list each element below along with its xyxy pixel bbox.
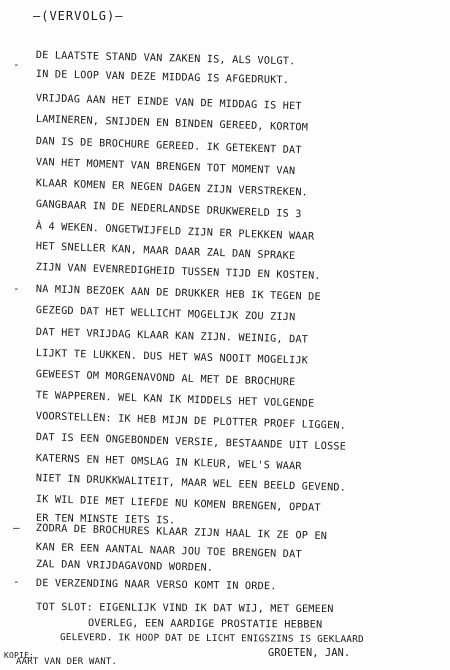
letter-line: KATERNS EN HET OMSLAG IN KLEUR, WEL'S WAAR	[35, 453, 302, 473]
letter-line: DAT HET VRIJDAG KLAAR KAN ZIJN. WEINIG, DAT	[35, 327, 309, 346]
letter-line: GANGBAAR IN DE NEDERLANDSE DRUKWERELD IS 3	[35, 199, 302, 221]
bullet-dash: -	[13, 575, 20, 588]
letter-line: GELEVERD. IK HOOP DAT DE LICHT ENIGSZINS IS GEKLAARD	[59, 632, 364, 646]
letter-line: OVERLEG, EEN AARDIGE PROSTATIE HEBBEN	[87, 618, 323, 631]
letter-line: KLAAR KOMEN ER NEGEN DAGEN ZIJN VERSTREKEN.	[35, 178, 309, 199]
letter-line: GEWEEST OM MORGENAVOND AL MET DE BROCHURE	[35, 369, 296, 389]
letter-line: GEZEGD DAT HET WELLICHT MOGELIJK ZOU ZIJN	[35, 305, 296, 324]
letter-line: LIJKT TE LUKKEN. DUS HET WAS NOOIT MOGELIJK	[35, 348, 309, 367]
letter-line: DE LAATSTE STAND VAN ZAKEN IS, ALS VOLGT.	[35, 50, 296, 68]
kopie-label: KOPIE:	[4, 651, 35, 660]
letter-heading: —(VERVOLG)—	[33, 9, 124, 23]
letter-line: DAT IS EEN ONGEBONDEN VERSIE, BESTAANDE UIT LOSSE	[35, 432, 347, 453]
letter-line: VAN HET MOMENT VAN BRENGEN TOT MOMENT VAN	[35, 157, 296, 178]
letter-line: À 4 WEKEN. ONGETWIJFELD ZIJN ER PLEKKEN WAAR	[35, 221, 315, 243]
letter-line: NIET IN DRUKKWALITEIT, MAAR WEL EEN BEELD GEVEND.	[35, 473, 347, 494]
letter-signature: GROETEN, JAN.	[268, 648, 351, 659]
letter-line: ER TEN MINSTE IETS IS.	[35, 513, 176, 527]
letter-line: TE WAPPEREN. WEL KAN IK MIDDELS HET VOLGENDE	[35, 390, 315, 410]
letter-line: DAN IS DE BROCHURE GEREED. IK GETEKENT DAT	[35, 136, 302, 157]
letter-line: IK WIL DIE MET LIEFDE NU KOMEN BRENGEN, OPDAT	[35, 494, 321, 514]
bullet-dash: -	[13, 58, 20, 71]
letter-line: ZODRA DE BROCHURES KLAAR ZIJN HAAL IK ZE OP EN	[35, 523, 328, 543]
letter-line: NA MIJN BEZOEK AAN DE DRUKKER HEB IK TEGEN DE	[35, 284, 321, 303]
letter-line: HET SNELLER KAN, MAAR DAAR ZAL DAN SPRAKE	[35, 241, 296, 262]
bullet-dash: —	[13, 521, 20, 534]
letter-line: TOT SLOT: EIGENLIJK VIND IK DAT WIJ, MET GEMEEN	[35, 602, 334, 616]
letter-line: ZAL DAN VRIJDAGAVOND WORDEN.	[35, 559, 214, 574]
letter-line: DE VERZENDING NAAR VERSO KOMT IN ORDE.	[35, 578, 277, 593]
bullet-dash: -	[13, 282, 20, 295]
letter-line: VOORSTELLEN: IK HEB MIJN DE PLOTTER PROEF LIGGEN.	[35, 411, 347, 432]
letter-line: ZIJN VAN EVENREDIGHEID TUSSEN TIJD EN KOSTEN.	[35, 262, 321, 282]
letter-line: KAN ER EEN AANTAL NAAR JOU TOE BRENGEN DAT	[35, 542, 302, 561]
kopie-name: AART VAN DER WANT.	[16, 657, 118, 667]
letter-line: LAMINEREN, SNIJDEN EN BINDEN GEREED, KORTOM	[35, 114, 309, 134]
letter-line: IN DE LOOP VAN DEZE MIDDAG IS AFGEDRUKT.	[35, 69, 290, 87]
letter-line: VRIJDAG AAN HET EINDE VAN DE MIDDAG IS HET	[35, 93, 302, 113]
